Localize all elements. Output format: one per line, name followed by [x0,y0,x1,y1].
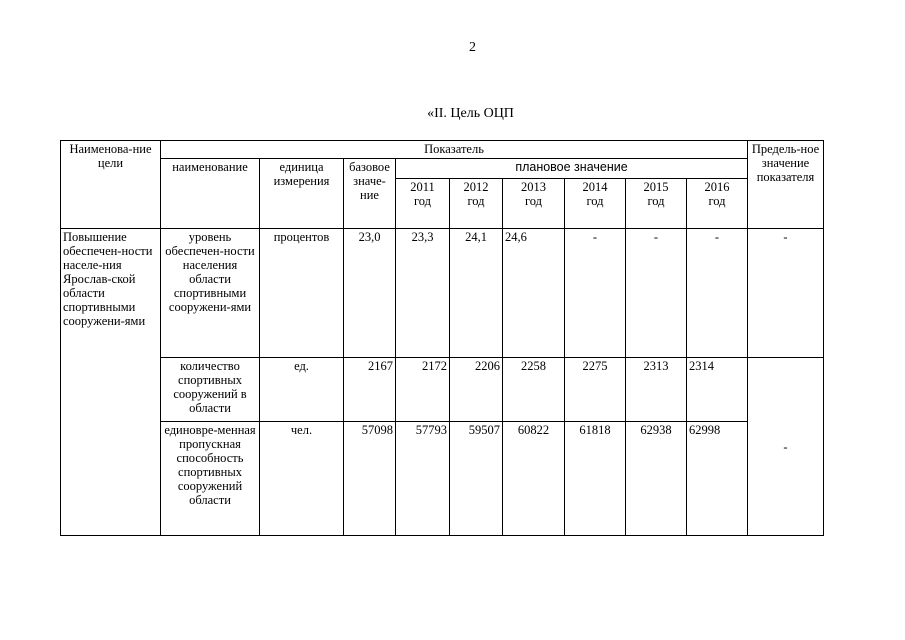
row-2-2014: 2275 [565,358,626,422]
row-1-2015: - [626,229,687,358]
page-number: 2 [469,40,476,55]
header-year-2015: 2015 год [626,179,687,229]
goal-table [60,140,824,536]
row-2-2011: 2172 [396,358,450,422]
row-2-base: 2167 [344,358,396,422]
header-year-2016: 2016 год [687,179,748,229]
row-2-name: количество спортивных сооружений в области [161,358,260,422]
row-3-2016: 62998 [687,422,748,536]
header-indicator: Показатель [161,141,748,159]
header-goal-name: Наименова-ние цели [61,141,161,229]
row-3-2013: 60822 [503,422,565,536]
header-unit: единица измерения [260,159,344,229]
header-year-2014: 2014 год [565,179,626,229]
row-3-2014: 61818 [565,422,626,536]
row-1-2011: 23,3 [396,229,450,358]
header-year-2011: 2011 год [396,179,450,229]
row-2-2012: 2206 [450,358,503,422]
row-2-unit: ед. [260,358,344,422]
row-1-limit: - [748,229,824,358]
row-1-name: уровень обеспечен-ности населения области спортивными сооружени-ями [161,229,260,358]
section-heading: «II. Цель ОЦП [427,106,514,121]
header-planned-value: плановое значение [396,159,748,179]
row-3-2011: 57793 [396,422,450,536]
row-1-2013: 24,6 [503,229,565,358]
header-base-value: базовое значе-ние [344,159,396,229]
row-3-unit: чел. [260,422,344,536]
goal-cell: Повышение обеспечен-ности населе-ния Ярослав-ской области спортивными сооружени-ями [61,229,161,536]
row-1-2014: - [565,229,626,358]
row-3-2012: 59507 [450,422,503,536]
row-1-unit: процентов [260,229,344,358]
row-2-2015: 2313 [626,358,687,422]
row-2-2013: 2258 [503,358,565,422]
header-name: наименование [161,159,260,229]
row-3-base: 57098 [344,422,396,536]
table-row [61,229,824,358]
row-1-2016: - [687,229,748,358]
rows-2-3-limit: - [748,358,824,536]
header-limit-value: Предель-ное значение показателя [748,141,824,229]
row-1-base: 23,0 [344,229,396,358]
row-2-2016: 2314 [687,358,748,422]
header-year-2013: 2013 год [503,179,565,229]
header-year-2012: 2012 год [450,179,503,229]
row-3-name: единовре-менная пропускная способность спортивных сооружений области [161,422,260,536]
row-3-2015: 62938 [626,422,687,536]
row-1-2012: 24,1 [450,229,503,358]
table-row [61,422,824,536]
table-row [61,358,824,422]
